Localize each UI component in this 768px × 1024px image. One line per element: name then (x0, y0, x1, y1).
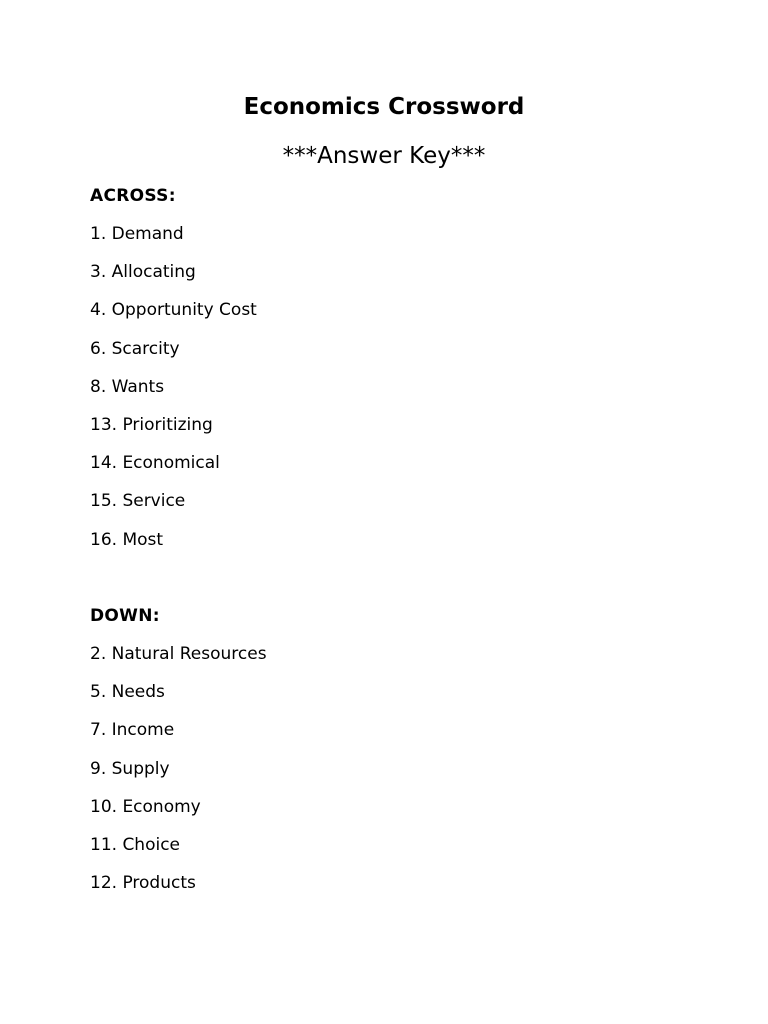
across-item: 14. Economical (90, 453, 220, 474)
across-section (90, 184, 690, 566)
across-list (90, 222, 690, 552)
across-item: 3. Allocating (90, 262, 196, 283)
across-item: 4. Opportunity Cost (90, 300, 257, 321)
down-item: 12. Products (90, 873, 196, 894)
across-item: 15. Service (90, 491, 186, 512)
down-item: 5. Needs (90, 682, 165, 703)
down-section (90, 604, 690, 909)
page-title: Economics Crossword (243, 94, 525, 120)
across-heading: ACROSS: (90, 186, 176, 206)
down-heading: DOWN: (90, 606, 160, 626)
across-item: 13. Prioritizing (90, 414, 213, 435)
across-item: 16. Most (90, 529, 164, 550)
down-item: 11. Choice (90, 834, 181, 855)
across-item: 1. Demand (90, 224, 184, 244)
across-item: 8. Wants (90, 376, 165, 397)
across-item: 6. Scarcity (90, 338, 180, 359)
down-item: 2. Natural Resources (90, 644, 267, 664)
page-subtitle: ***Answer Key*** (282, 143, 486, 169)
down-item: 9. Supply (90, 758, 170, 779)
down-list (90, 642, 690, 895)
down-item: 10. Economy (90, 796, 201, 817)
down-item: 7. Income (90, 720, 175, 741)
